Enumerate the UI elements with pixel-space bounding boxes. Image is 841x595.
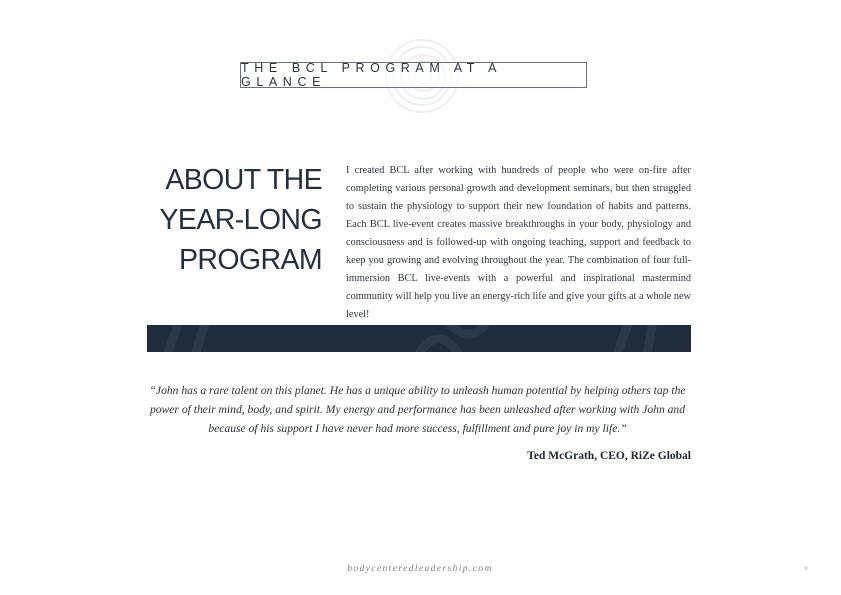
about-heading-line-3: PROGRAM: [178, 244, 322, 276]
about-heading-line-2: YEAR-LONG: [159, 204, 322, 236]
footer-website[interactable]: bodycenteredleadership.com: [347, 564, 493, 574]
program-description: I created BCL after working with hundreds of people who were on-fire after completing various personal growth and development seminars, but then struggled to sustain the physiology to support their new foundation of habits and patterns. Each BCL live-event creates massive breakthroughs in your body, physiology and consciousness and is followed-up with ongoing teaching, support and feedback to keep you growing and evolving throughout the year. The combination of four full-immersion BCL live-events with a powerful and inspirational mastermind community will help you live an energy-rich life and give your gifts at a whole new level!: [346, 165, 691, 320]
about-heading: [140, 160, 322, 280]
decorative-band: [147, 325, 691, 352]
about-heading-line-1: ABOUT THE: [165, 164, 322, 196]
page-number: 9: [804, 566, 808, 572]
section-header: THE BCL PROGRAM AT A GLANCE: [240, 62, 587, 88]
testimonial-quote: “John has a rare talent on this planet. He has a unique ability to unleash human potential by helping others tap the power of their mind, body, and spirit. My energy and performance has been unleashed after working with John and because of his support I have never had more success, fulfillment and pure joy in my life.”: [149, 384, 686, 435]
testimonial-author: Ted McGrath, CEO, RiZe Global: [527, 450, 691, 462]
band-texture: [147, 325, 691, 352]
